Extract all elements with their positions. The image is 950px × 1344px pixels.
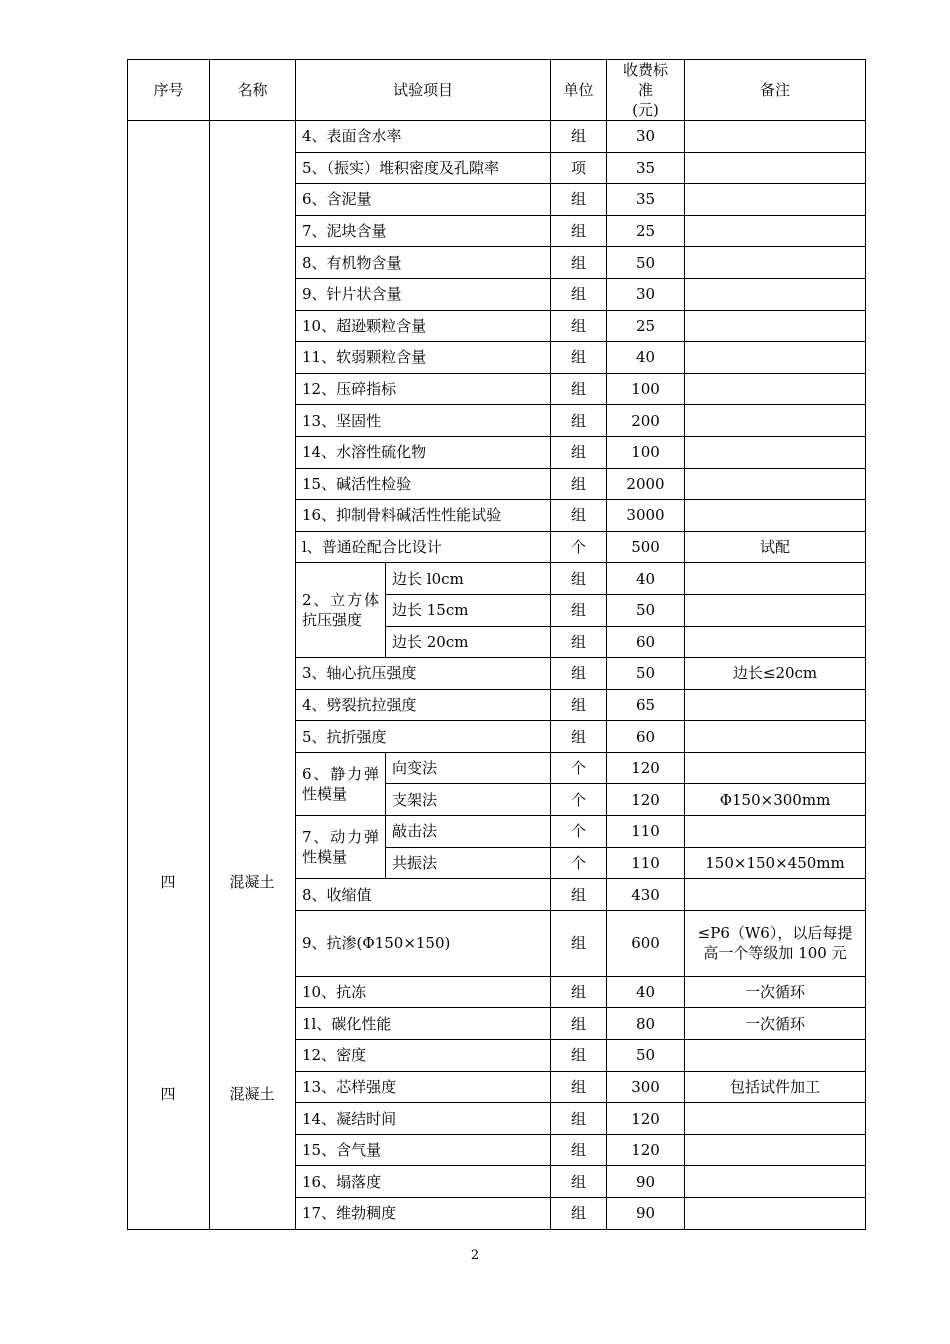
fee-cell: 120 — [607, 784, 685, 816]
unit-cell: 组 — [551, 405, 607, 437]
unit-cell: 组 — [551, 658, 607, 690]
fee-cell: 300 — [607, 1071, 685, 1103]
sub-item-cell: 边长 l0cm — [386, 563, 551, 595]
fee-cell: 40 — [607, 342, 685, 374]
unit-cell: 组 — [551, 1198, 607, 1230]
item-cell: 5、抗折强度 — [296, 721, 551, 753]
item-cell: 7、泥块含量 — [296, 215, 551, 247]
fee-cell: 35 — [607, 184, 685, 216]
item-cell: l、普通砼配合比设计 — [296, 531, 551, 563]
item-cell: 8、有机物含量 — [296, 247, 551, 279]
unit-cell: 组 — [551, 500, 607, 532]
item-cell: 8、收缩值 — [296, 879, 551, 911]
item-cell: 12、密度 — [296, 1040, 551, 1072]
header-remark: 备注 — [685, 60, 866, 121]
remark-cell — [685, 594, 866, 626]
unit-cell: 组 — [551, 247, 607, 279]
remark-cell — [685, 468, 866, 500]
item-cell: 3、轴心抗压强度 — [296, 658, 551, 690]
fee-cell: 90 — [607, 1166, 685, 1198]
remark-cell — [685, 436, 866, 468]
remark-cell: 边长≤20cm — [685, 658, 866, 690]
item-cell: 10、超逊颗粒含量 — [296, 310, 551, 342]
remark-cell — [685, 342, 866, 374]
remark-cell — [685, 1166, 866, 1198]
fee-cell: 100 — [607, 373, 685, 405]
fee-cell: 80 — [607, 1008, 685, 1040]
item-cell: 4、劈裂抗拉强度 — [296, 689, 551, 721]
unit-cell: 组 — [551, 121, 607, 153]
fee-cell: 500 — [607, 531, 685, 563]
header-item: 试验项目 — [296, 60, 551, 121]
remark-cell — [685, 247, 866, 279]
fee-cell: 430 — [607, 879, 685, 911]
fee-cell: 120 — [607, 1103, 685, 1135]
remark-cell — [685, 689, 866, 721]
remark-cell: ≤P6（W6），以后每提高一个等级加 100 元 — [685, 910, 866, 976]
unit-cell: 组 — [551, 563, 607, 595]
fee-cell: 25 — [607, 310, 685, 342]
item-cell: 1l、碳化性能 — [296, 1008, 551, 1040]
unit-cell: 组 — [551, 468, 607, 500]
fee-cell: 600 — [607, 910, 685, 976]
sub-item-cell: 共振法 — [386, 847, 551, 879]
sub-item-cell: 边长 15cm — [386, 594, 551, 626]
remark-cell: 包括试件加工 — [685, 1071, 866, 1103]
unit-cell: 组 — [551, 626, 607, 658]
unit-cell: 组 — [551, 1008, 607, 1040]
item-cell: 5、（振实）堆积密度及孔隙率 — [296, 152, 551, 184]
fee-cell: 65 — [607, 689, 685, 721]
fee-cell: 40 — [607, 976, 685, 1008]
remark-cell: Φ150×300mm — [685, 784, 866, 816]
remark-cell — [685, 752, 866, 784]
remark-cell — [685, 1198, 866, 1230]
unit-cell: 组 — [551, 976, 607, 1008]
fee-cell: 200 — [607, 405, 685, 437]
remark-cell — [685, 563, 866, 595]
item-cell: 14、凝结时间 — [296, 1103, 551, 1135]
remark-cell — [685, 879, 866, 911]
unit-cell: 个 — [551, 752, 607, 784]
item-cell: 9、针片状含量 — [296, 278, 551, 310]
item-cell: 12、压碎指标 — [296, 373, 551, 405]
unit-cell: 组 — [551, 278, 607, 310]
remark-cell — [685, 310, 866, 342]
item-cell: 14、水溶性硫化物 — [296, 436, 551, 468]
unit-cell: 个 — [551, 816, 607, 848]
fee-cell: 60 — [607, 721, 685, 753]
header-row — [128, 60, 866, 121]
item-cell: 6、含泥量 — [296, 184, 551, 216]
remark-cell — [685, 215, 866, 247]
fee-cell: 50 — [607, 594, 685, 626]
remark-cell — [685, 721, 866, 753]
unit-cell: 组 — [551, 436, 607, 468]
fee-cell: 3000 — [607, 500, 685, 532]
item-cell: 15、含气量 — [296, 1134, 551, 1166]
group-index-upper: 四 — [160, 873, 176, 891]
unit-cell: 个 — [551, 531, 607, 563]
unit-cell: 组 — [551, 689, 607, 721]
sub-item-cell: 边长 20cm — [386, 626, 551, 658]
header-fee-line3: (元) — [632, 101, 659, 119]
fee-cell: 60 — [607, 626, 685, 658]
cube-strength-label: 2、立方体抗压强度 — [296, 563, 386, 658]
page-number: 2 — [470, 1248, 480, 1263]
fee-cell: 50 — [607, 1040, 685, 1072]
remark-cell: 一次循环 — [685, 1008, 866, 1040]
fee-cell: 35 — [607, 152, 685, 184]
unit-cell: 组 — [551, 342, 607, 374]
header-fee-line1: 收费标 — [623, 61, 669, 79]
unit-cell: 个 — [551, 847, 607, 879]
remark-cell: 试配 — [685, 531, 866, 563]
unit-cell: 组 — [551, 594, 607, 626]
remark-cell — [685, 816, 866, 848]
unit-cell: 组 — [551, 910, 607, 976]
fee-cell: 110 — [607, 847, 685, 879]
header-fee — [607, 60, 685, 121]
unit-cell: 组 — [551, 1103, 607, 1135]
fee-cell: 2000 — [607, 468, 685, 500]
fee-cell: 40 — [607, 563, 685, 595]
group-name-lower: 混凝土 — [229, 1085, 275, 1103]
dynamic-modulus-label: 7、动力弹性模量 — [296, 816, 386, 879]
fee-cell: 50 — [607, 247, 685, 279]
unit-cell: 组 — [551, 1040, 607, 1072]
sub-item-cell: 向变法 — [386, 752, 551, 784]
unit-cell: 组 — [551, 1134, 607, 1166]
unit-cell: 项 — [551, 152, 607, 184]
fee-cell: 90 — [607, 1198, 685, 1230]
unit-cell: 组 — [551, 879, 607, 911]
unit-cell: 组 — [551, 215, 607, 247]
unit-cell: 组 — [551, 310, 607, 342]
remark-cell — [685, 405, 866, 437]
fee-cell: 120 — [607, 1134, 685, 1166]
remark-cell — [685, 152, 866, 184]
item-cell: 17、维勃稠度 — [296, 1198, 551, 1230]
name-cell — [210, 121, 296, 1230]
item-cell: 9、抗渗(Φ150×150) — [296, 910, 551, 976]
item-cell: 15、碱活性检验 — [296, 468, 551, 500]
unit-cell: 组 — [551, 1071, 607, 1103]
header-name: 名称 — [210, 60, 296, 121]
item-cell: 11、软弱颗粒含量 — [296, 342, 551, 374]
fee-cell: 30 — [607, 121, 685, 153]
remark-cell — [685, 1103, 866, 1135]
fee-cell: 25 — [607, 215, 685, 247]
unit-cell: 个 — [551, 784, 607, 816]
fee-cell: 120 — [607, 752, 685, 784]
remark-cell — [685, 500, 866, 532]
index-cell — [128, 121, 210, 1230]
sub-item-cell: 敲击法 — [386, 816, 551, 848]
unit-cell: 组 — [551, 721, 607, 753]
remark-cell — [685, 1134, 866, 1166]
item-cell: 4、表面含水率 — [296, 121, 551, 153]
header-index: 序号 — [128, 60, 210, 121]
fee-cell: 110 — [607, 816, 685, 848]
remark-cell: 一次循环 — [685, 976, 866, 1008]
group-index-lower: 四 — [160, 1085, 176, 1103]
remark-cell — [685, 184, 866, 216]
fee-cell: 50 — [607, 658, 685, 690]
unit-cell: 组 — [551, 184, 607, 216]
remark-cell — [685, 373, 866, 405]
item-cell: 16、塌落度 — [296, 1166, 551, 1198]
remark-cell — [685, 1040, 866, 1072]
header-fee-line2: 准 — [638, 81, 654, 99]
fee-cell: 30 — [607, 278, 685, 310]
item-cell: 16、抑制骨料碱活性性能试验 — [296, 500, 551, 532]
remark-cell: 150×150×450mm — [685, 847, 866, 879]
item-cell: 13、芯样强度 — [296, 1071, 551, 1103]
static-modulus-label: 6、静力弹性模量 — [296, 752, 386, 815]
table-row — [128, 121, 866, 153]
remark-cell — [685, 121, 866, 153]
fee-cell: 100 — [607, 436, 685, 468]
remark-cell — [685, 278, 866, 310]
item-cell: 13、坚固性 — [296, 405, 551, 437]
unit-cell: 组 — [551, 373, 607, 405]
header-unit: 单位 — [551, 60, 607, 121]
sub-item-cell: 支架法 — [386, 784, 551, 816]
fee-table — [127, 59, 866, 1230]
item-cell: 10、抗冻 — [296, 976, 551, 1008]
group-name-upper: 混凝土 — [229, 873, 275, 891]
remark-cell — [685, 626, 866, 658]
unit-cell: 组 — [551, 1166, 607, 1198]
